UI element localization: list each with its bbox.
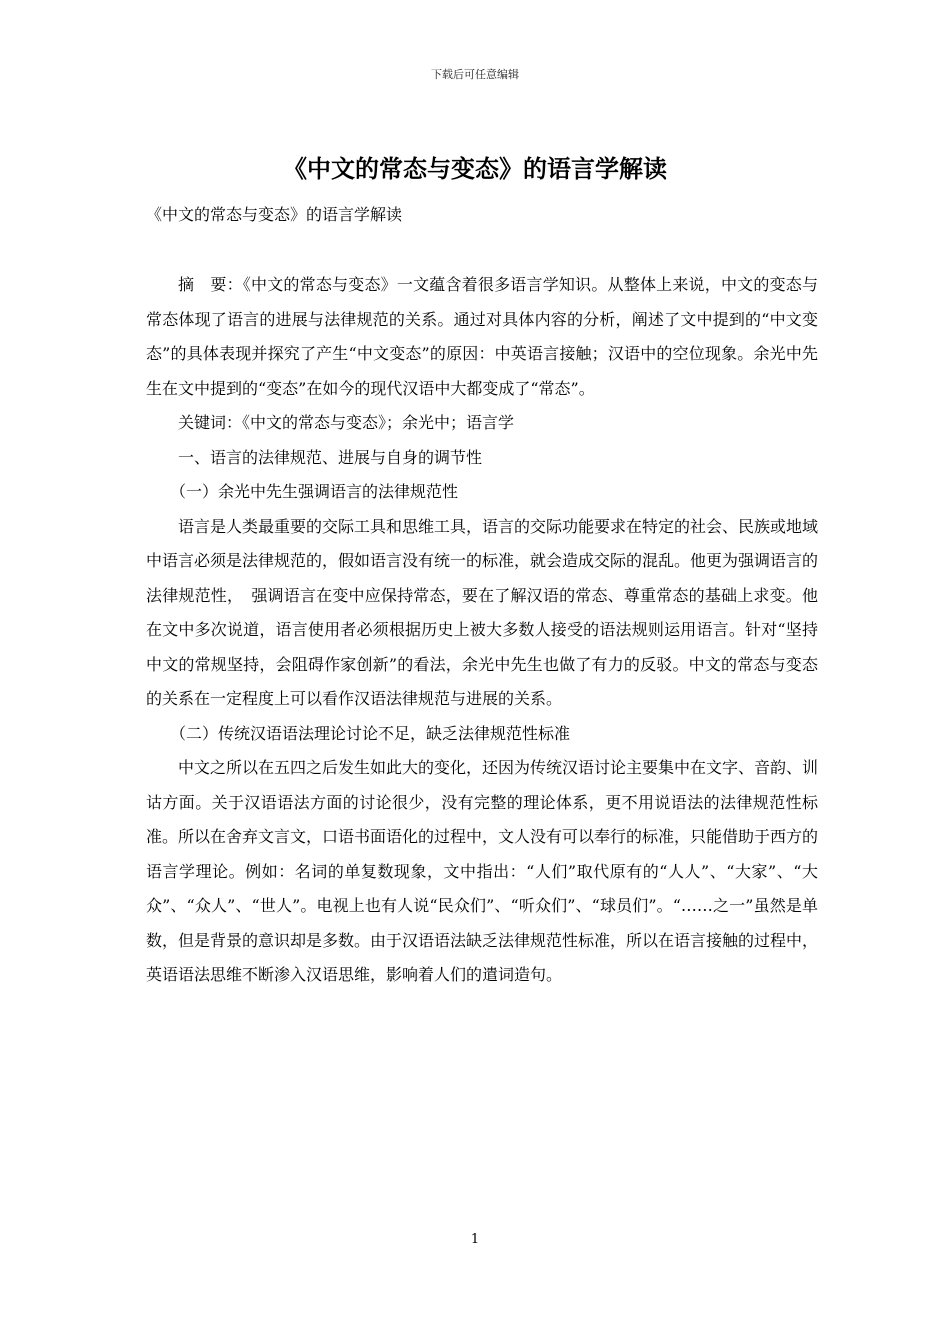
- section-heading-1: 一、语言的法律规范、进展与自身的调节性: [178, 447, 483, 467]
- abstract-paragraph: 摘 要：《中文的常态与变态》一文蕴含着很多语言学知识。从整体上来说，中文的变态与常态体现了语言的进展与法律规范的关系。通过对具体内容的分析，阐述了文中提到的“中文变态”的具体表现并探究了产生“中文变态”的原因：中英语言接触；汉语中的空位现象。余光中先生在文中提到的“变态”在如今的现代汉语中大都变成了“常态”。: [146, 275, 818, 398]
- document-body: [146, 198, 818, 993]
- subsection-heading-1: （一）余光中先生强调语言的法律规范性: [170, 482, 459, 501]
- body-paragraph-2: 中文之所以在五四之后发生如此大的变化，还因为传统汉语讨论主要集中在文字、音韵、训诂方面。关于汉语语法方面的讨论很少，没有完整的理论体系，更不用说语法的法律规范性标准。所以在舍弃文言文，口语书面语化的过程中，文人没有可以奉行的标准，只能借助于西方的语言学理论。例如：名词的单复数现象，文中指出：“人们”取代原有的“人人”、“大家”、“大众”、“众人”、“世人”。电视上也有人说“民众们”、“听众们”、“球员们”。“……之一”虽然是单数，但是背景的意识却是多数。由于汉语语法缺乏法律规范性标准，所以在语言接触的过程中，英语语法思维不断渗入汉语思维，影响着人们的遣词造句。: [146, 758, 819, 984]
- document-subtitle: 《中文的常态与变态》的语言学解读: [146, 205, 403, 224]
- subsection-heading-2: （二）传统汉语语法理论讨论不足，缺乏法律规范性标准: [170, 723, 571, 743]
- header-note: 下载后可任意编辑: [431, 68, 519, 81]
- document-title: 《中文的常态与变态》的语言学解读: [283, 154, 667, 183]
- body-paragraph-1: 语言是人类最重要的交际工具和思维工具，语言的交际功能要求在特定的社会、民族或地域中语言必须是法律规范的，假如语言没有统一的标准，就会造成交际的混乱。他更为强调语言的法律规范性， 强调语言在变中应保持常态，要在了解汉语的常态、尊重常态的基础上求变。他在文中多次说道，语言使用者必须根据历史上被大多数人接受的语法规则运用语言。针对“坚持中文的常规坚持，会阻碍作家创新”的看法，余光中先生也做了有力的反驳。中文的常态与变态的关系在一定程度上可以看作汉语法律规范与进展的关系。: [146, 516, 819, 708]
- keywords-line: 关键词：《中文的常态与变态》；余光中；语言学: [178, 413, 515, 432]
- page-number: 1: [470, 1232, 480, 1247]
